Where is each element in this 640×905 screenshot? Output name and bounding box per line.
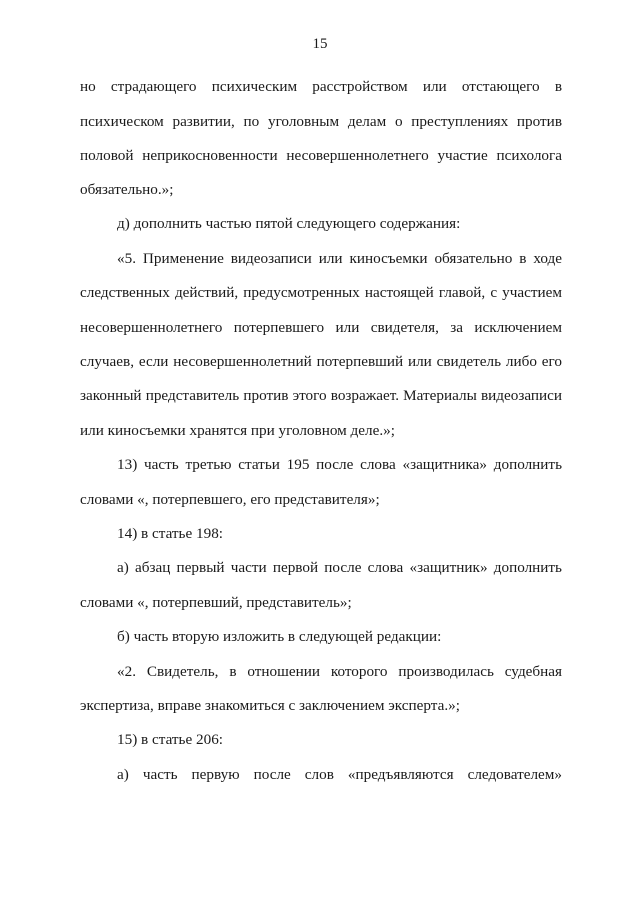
- text-line: случаев, если несовершеннолетний потерпевший или свидетель либо его: [80, 353, 562, 370]
- text-line: 14) в статье 198:: [117, 525, 224, 542]
- text-line: б) часть вторую изложить в следующей редакции:: [117, 628, 442, 645]
- text-line: словами «, потерпевший, представитель»;: [80, 594, 352, 611]
- text-line: обязательно.»;: [80, 181, 174, 198]
- text-line: д) дополнить частью пятой следующего содержания:: [117, 215, 461, 232]
- text-line: а) абзац первый части первой после слова «защитник» дополнить: [117, 559, 562, 576]
- page-number: 15: [312, 36, 328, 52]
- text-line: но страдающего психическим расстройством или отстающего в: [80, 78, 562, 95]
- text-line: 13) часть третью статьи 195 после слова «защитника» дополнить: [117, 456, 562, 473]
- text-line: следственных действий, предусмотренных настоящей главой, с участием: [80, 284, 562, 301]
- text-line: 15) в статье 206:: [117, 731, 224, 748]
- text-line: а) часть первую после слов «предъявляются следователем»: [117, 766, 562, 783]
- text-line: половой неприкосновенности несовершеннолетнего участие психолога: [80, 147, 562, 164]
- text-line: или киносъемки хранятся при уголовном деле.»;: [80, 422, 395, 439]
- text-line: экспертиза, вправе знакомиться с заключением эксперта.»;: [80, 697, 460, 714]
- text-line: несовершеннолетнего потерпевшего или свидетеля, за исключением: [80, 319, 562, 336]
- text-line: «5. Применение видеозаписи или киносъемки обязательно в ходе: [117, 250, 562, 267]
- text-line: «2. Свидетель, в отношении которого производилась судебная: [117, 663, 562, 680]
- text-line: законный представитель против этого возражает. Материалы видеозаписи: [80, 387, 562, 404]
- text-line: словами «, потерпевшего, его представителя»;: [80, 491, 380, 508]
- text-line: психическом развитии, по уголовным делам о преступлениях против: [80, 113, 562, 130]
